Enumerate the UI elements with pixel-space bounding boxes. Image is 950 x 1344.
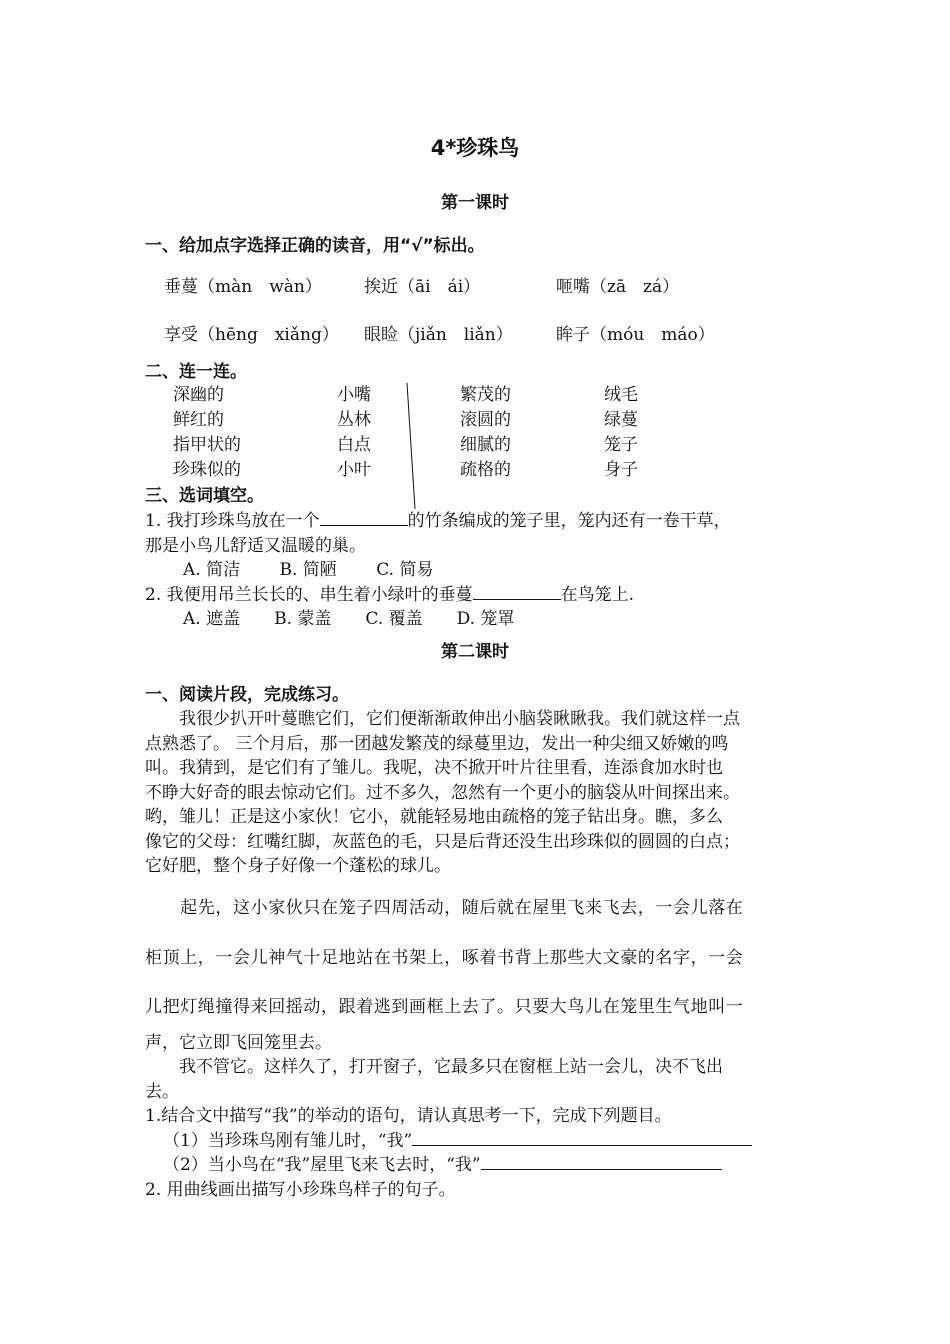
match-right-word: 笼子 — [604, 435, 638, 455]
task-1b — [163, 1150, 722, 1175]
task-1a — [163, 1126, 752, 1151]
match-left-word: 鲜红的 — [173, 410, 224, 430]
lesson1-heading: 第一课时 — [441, 193, 509, 213]
match-left-word: 疏格的 — [460, 460, 511, 480]
task-2: 2. 用曲线画出描写小珍珠鸟样子的句子。 — [145, 1180, 456, 1200]
passage-line: 点熟悉了。 三个月后，那一团越发繁茂的绿蔓里边，发出一种尖细又娇嫩的鸣 — [145, 734, 729, 754]
options-1: A. 简洁 B. 简陋 C. 简易 — [183, 560, 434, 580]
match-right-word: 丛林 — [337, 410, 371, 430]
passage-line: 不睁大好奇的眼去惊动它们。过不多久，忽然有一个更小的脑袋从叶间探出来。 — [145, 783, 740, 803]
lesson2-heading: 第二课时 — [441, 642, 509, 662]
pinyin-item: 享受（hēng xiǎng） — [164, 325, 339, 345]
sentence-1-before: 1. 我打珍珠鸟放在一个 — [145, 511, 320, 531]
match-right-word: 绿蔓 — [604, 410, 638, 430]
q1-heading: 一、给加点字选择正确的读音，用“√”标出。 — [145, 236, 485, 256]
match-right-word: 身子 — [604, 460, 638, 480]
passage-line: 声，它立即飞回笼里去。 — [145, 1033, 332, 1053]
match-left-word: 深幽的 — [173, 385, 224, 405]
passage-line: 哟，雏儿！正是这小家伙！它小，就能轻易地由疏格的笼子钻出身。瞧，多么 — [145, 807, 723, 827]
match-right-word: 绒毛 — [604, 385, 638, 405]
answer-blank-1a[interactable] — [412, 1127, 752, 1146]
pinyin-item: 垂蔓（màn wàn） — [164, 277, 322, 297]
q2-heading: 二、连一连。 — [145, 362, 247, 382]
blank-1[interactable] — [320, 507, 408, 526]
pinyin-item: 咂嘴（zā zá） — [556, 277, 680, 297]
passage-line: 儿把灯绳撞得来回摇动，跟着逃到画框上去了。只要大鸟儿在笼里生气地叫一 — [145, 997, 744, 1017]
reading-heading: 一、阅读片段，完成练习。 — [145, 685, 349, 705]
match-left-word: 滚圆的 — [460, 410, 511, 430]
pinyin-item: 眸子（móu máo） — [556, 325, 715, 345]
match-right-word: 白点 — [337, 435, 371, 455]
task-1b-text: （2）当小鸟在“我”屋里飞来飞去时，“我” — [163, 1155, 481, 1175]
passage-line: 我不管它。这样久了，打开窗子，它最多只在窗框上站一会儿，决不飞出 — [145, 1057, 723, 1077]
passage-line: 我很少扒开叶蔓瞧它们，它们便渐渐敢伸出小脑袋瞅瞅我。我们就这样一点 — [145, 709, 740, 729]
passage-line: 柜顶上，一会儿神气十足地站在书架上，啄着书背上那些大文豪的名字，一会 — [145, 948, 744, 968]
passage-line: 它好肥，整个身子好像一个蓬松的球儿。 — [145, 856, 451, 876]
page-title: 4*珍珠鸟 — [430, 136, 520, 160]
pinyin-item: 挨近（āi ái） — [364, 277, 481, 297]
task-1a-text: （1）当珍珠鸟刚有雏儿时，“我” — [163, 1131, 413, 1151]
match-left-word: 珍珠似的 — [173, 460, 241, 480]
sentence-2 — [145, 580, 634, 605]
sentence-2-after: 在鸟笼上. — [560, 585, 635, 605]
passage-line: 像它的父母：红嘴红脚，灰蓝色的毛，只是后背还没生出珍珠似的圆圆的白点； — [145, 832, 740, 852]
q3-heading: 三、选词填空。 — [145, 486, 264, 506]
match-left-word: 指甲状的 — [173, 435, 241, 455]
answer-blank-1b[interactable] — [481, 1151, 722, 1170]
match-left-word: 繁茂的 — [460, 385, 511, 405]
match-left-word: 细腻的 — [460, 435, 511, 455]
sentence-1-line2: 那是小鸟儿舒适又温暖的巢。 — [145, 536, 366, 556]
options-2: A. 遮盖 B. 蒙盖 C. 覆盖 D. 笼罩 — [183, 609, 515, 629]
task-1: 1.结合文中描写“我”的举动的语句，请认真思考一下，完成下列题目。 — [145, 1106, 672, 1126]
divider-line — [405, 383, 417, 511]
match-right-word: 小叶 — [337, 460, 371, 480]
passage-line: 起先，这小家伙只在笼子四周活动，随后就在屋里飞来飞去，一会儿落在 — [145, 898, 744, 918]
passage-line: 去。 — [145, 1082, 179, 1102]
sentence-1-after: 的竹条编成的笼子里，笼内还有一卷干草， — [407, 511, 731, 531]
passage-line: 叫。我猜到，是它们有了雏儿。我呢，决不掀开叶片往里看，连添食加水时也 — [145, 758, 723, 778]
sentence-1 — [145, 506, 731, 531]
blank-2[interactable] — [473, 581, 561, 600]
match-right-word: 小嘴 — [337, 385, 371, 405]
pinyin-item: 眼睑（jiǎn liǎn） — [364, 325, 513, 345]
sentence-2-before: 2. 我便用吊兰长长的、串生着小绿叶的垂蔓 — [145, 585, 473, 605]
